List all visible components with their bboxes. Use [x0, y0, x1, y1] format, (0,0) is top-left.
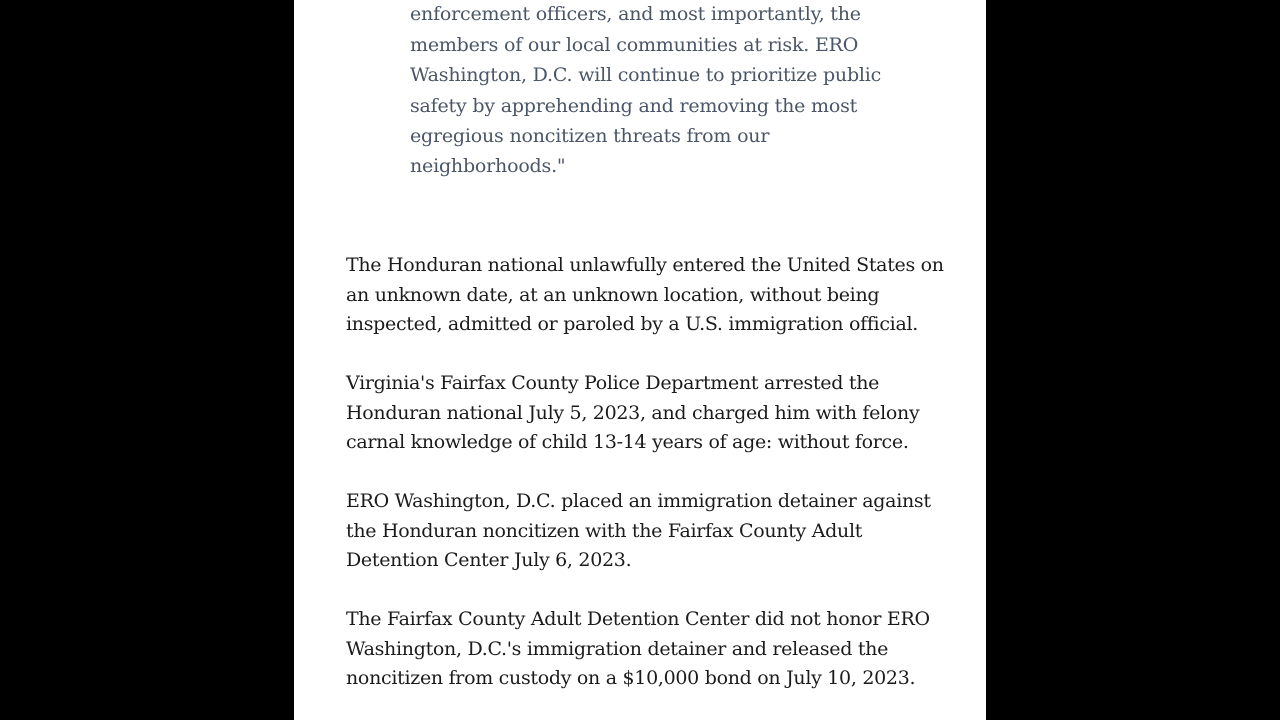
article-paragraph-detainer [346, 487, 986, 576]
article-page [294, 0, 986, 720]
paragraph-line: noncitizen from custody on a $10,000 bond on July 10, 2023. [346, 667, 916, 689]
paragraph-line: the Honduran noncitizen with the Fairfax County Adult [346, 519, 863, 542]
paragraph-line: The Honduran national unlawfully entered the United States on [346, 254, 944, 276]
paragraph-line: Honduran national July 5, 2023, and charged him with felony [346, 401, 920, 424]
paragraph-line: Washington, D.C.'s immigration detainer and released the [346, 637, 889, 660]
article-paragraph-release [346, 605, 986, 694]
paragraph-line: inspected, admitted or paroled by a U.S. immigration official. [346, 313, 918, 335]
paragraph-line: an unknown date, at an unknown location, without being [346, 283, 880, 306]
paragraph-line: ERO Washington, D.C. placed an immigration detainer against [346, 490, 931, 512]
paragraph-line: The Fairfax County Adult Detention Center did not honor ERO [346, 608, 930, 630]
quote-line: safety by apprehending and removing the most [410, 94, 858, 117]
article-blockquote [410, 0, 970, 182]
quote-line: enforcement officers, and most importantly, the [410, 3, 861, 26]
paragraph-line: carnal knowledge of child 13-14 years of age: without force. [346, 431, 909, 453]
quote-line: egregious noncitizen threats from our [410, 125, 770, 148]
article-paragraph-arrest [346, 369, 986, 458]
quote-line: Washington, D.C. will continue to prioritize public [410, 64, 882, 87]
quote-line: members of our local communities at risk. ERO [410, 33, 859, 56]
paragraph-line: Detention Center July 6, 2023. [346, 549, 632, 571]
quote-line: neighborhoods." [410, 155, 566, 178]
article-paragraph-entry [346, 251, 986, 340]
paragraph-line: Virginia's Fairfax County Police Department arrested the [346, 372, 880, 394]
